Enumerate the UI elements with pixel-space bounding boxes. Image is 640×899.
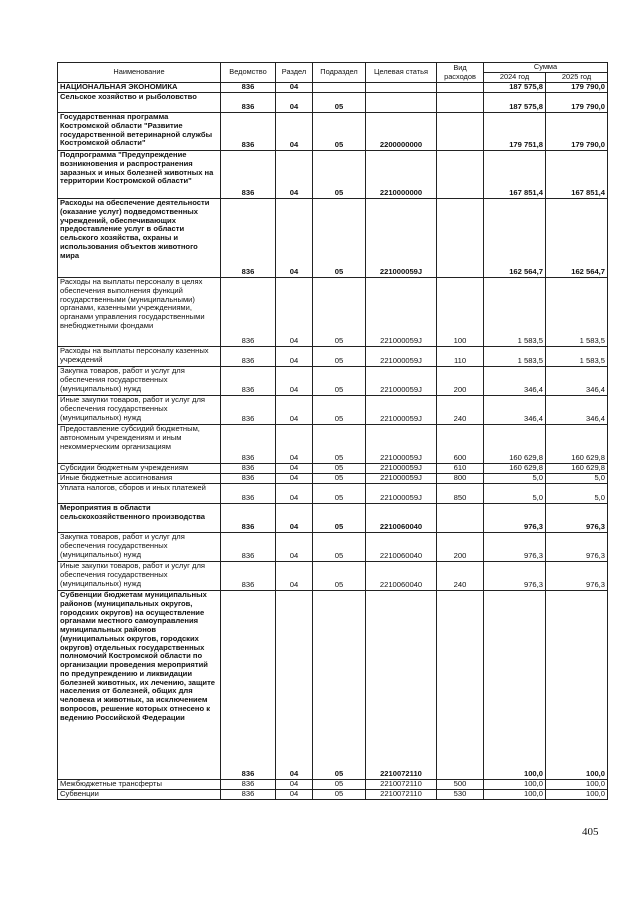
cell-target: 2210060040 — [366, 533, 437, 562]
cell-target: 221000059J — [366, 425, 437, 464]
page-number: 405 — [582, 826, 599, 838]
cell-sum-2024: 100,0 — [484, 790, 546, 800]
cell-target: 221000059J — [366, 396, 437, 425]
cell-target: 2210060040 — [366, 562, 437, 591]
table-header — [58, 63, 608, 83]
cell-sum-2025: 346,4 — [546, 396, 608, 425]
table-row — [58, 83, 608, 93]
cell-dept: 836 — [221, 151, 276, 199]
cell-section: 04 — [276, 780, 313, 790]
cell-target: 221000059J — [366, 199, 437, 278]
cell-name: Закупка товаров, работ и услуг для обеспечения государственных (муниципальных) нужд — [58, 367, 221, 396]
cell-name: Субсидии бюджетным учреждениям — [58, 464, 221, 474]
cell-sum-2025: 179 790,0 — [546, 113, 608, 151]
cell-sum-2024: 5,0 — [484, 474, 546, 484]
cell-target — [366, 83, 437, 93]
cell-name: Сельское хозяйство и рыболовство — [58, 93, 221, 113]
cell-sum-2024: 160 629,8 — [484, 425, 546, 464]
cell-section: 04 — [276, 474, 313, 484]
cell-dept: 836 — [221, 425, 276, 464]
cell-subsection: 05 — [313, 396, 366, 425]
table-body — [58, 83, 608, 800]
cell-target: 221000059J — [366, 347, 437, 367]
cell-name: Субвенции — [58, 790, 221, 800]
header-exp-type: Вид расходов — [437, 63, 484, 83]
cell-target: 2210000000 — [366, 151, 437, 199]
table-row — [58, 151, 608, 199]
cell-section: 04 — [276, 464, 313, 474]
cell-section: 04 — [276, 199, 313, 278]
cell-section: 04 — [276, 562, 313, 591]
cell-name: Иные закупки товаров, работ и услуг для обеспечения государственных (муниципальных) нужд — [58, 396, 221, 425]
cell-target: 2210072110 — [366, 591, 437, 780]
cell-section: 04 — [276, 347, 313, 367]
cell-dept: 836 — [221, 83, 276, 93]
cell-name: Межбюджетные трансферты — [58, 780, 221, 790]
cell-sum-2024: 187 575,8 — [484, 83, 546, 93]
cell-subsection — [313, 83, 366, 93]
cell-subsection: 05 — [313, 278, 366, 347]
table-row — [58, 425, 608, 464]
cell-sum-2025: 976,3 — [546, 562, 608, 591]
cell-subsection: 05 — [313, 151, 366, 199]
cell-exp-type: 240 — [437, 396, 484, 425]
cell-section: 04 — [276, 367, 313, 396]
header-target: Целевая статья — [366, 63, 437, 83]
cell-exp-type — [437, 113, 484, 151]
cell-dept: 836 — [221, 562, 276, 591]
cell-name: Иные закупки товаров, работ и услуг для обеспечения государственных (муниципальных) нужд — [58, 562, 221, 591]
table-row — [58, 396, 608, 425]
cell-sum-2024: 1 583,5 — [484, 278, 546, 347]
cell-sum-2025: 5,0 — [546, 474, 608, 484]
cell-sum-2025: 160 629,8 — [546, 425, 608, 464]
cell-subsection: 05 — [313, 533, 366, 562]
cell-name: Расходы на выплаты персоналу казенных учреждений — [58, 347, 221, 367]
cell-dept: 836 — [221, 504, 276, 533]
cell-name: Государственная программа Костромской области "Развитие государственной ветеринарной службы Костромской области" — [58, 113, 221, 151]
cell-sum-2024: 346,4 — [484, 396, 546, 425]
cell-subsection: 05 — [313, 474, 366, 484]
cell-dept: 836 — [221, 464, 276, 474]
cell-section: 04 — [276, 278, 313, 347]
cell-sum-2025: 100,0 — [546, 790, 608, 800]
cell-subsection: 05 — [313, 367, 366, 396]
cell-section: 04 — [276, 425, 313, 464]
cell-dept: 836 — [221, 396, 276, 425]
cell-sum-2025: 162 564,7 — [546, 199, 608, 278]
cell-subsection: 05 — [313, 113, 366, 151]
table-row — [58, 533, 608, 562]
cell-name: Расходы на выплаты персоналу в целях обеспечения выполнения функций государственными (муниципальными) органами, казенными учреждениями, органами управления государственными внебюджетными фондами — [58, 278, 221, 347]
cell-name: Субвенции бюджетам муниципальных районов (муниципальных округов, городских округов) на осуществление органами местного самоуправления муниципальных районов (муниципальных округов, городских округов) отдельных государственных полномочий Костромской области по организации проведения мероприятий по предупреждению и ликвидации болезней животных, их лечению, защите населения от болезней, общих для человека и животных, за исключением вопросов, решение которых отнесено к ведению Российской Федерации — [58, 591, 221, 780]
cell-exp-type: 500 — [437, 780, 484, 790]
table-row — [58, 199, 608, 278]
cell-name: НАЦИОНАЛЬНАЯ ЭКОНОМИКА — [58, 83, 221, 93]
cell-target: 2200000000 — [366, 113, 437, 151]
table-row — [58, 474, 608, 484]
table-row — [58, 367, 608, 396]
cell-subsection: 05 — [313, 464, 366, 474]
cell-dept: 836 — [221, 474, 276, 484]
cell-sum-2025: 1 583,5 — [546, 278, 608, 347]
cell-exp-type: 530 — [437, 790, 484, 800]
cell-name: Подпрограмма "Предупреждение возникновения и распространения заразных и иных болезней животных на территории Костромской области" — [58, 151, 221, 199]
cell-sum-2024: 179 751,8 — [484, 113, 546, 151]
cell-dept: 836 — [221, 367, 276, 396]
header-dept: Ведомство — [221, 63, 276, 83]
cell-sum-2025: 976,3 — [546, 504, 608, 533]
cell-sum-2024: 976,3 — [484, 562, 546, 591]
cell-section: 04 — [276, 83, 313, 93]
cell-section: 04 — [276, 533, 313, 562]
table-row — [58, 93, 608, 113]
cell-exp-type: 850 — [437, 484, 484, 504]
cell-section: 04 — [276, 484, 313, 504]
cell-exp-type: 600 — [437, 425, 484, 464]
table-row — [58, 484, 608, 504]
header-subsection: Подраздел — [313, 63, 366, 83]
cell-sum-2024: 976,3 — [484, 533, 546, 562]
cell-exp-type: 240 — [437, 562, 484, 591]
cell-section: 04 — [276, 591, 313, 780]
table-row — [58, 504, 608, 533]
cell-sum-2025: 1 583,5 — [546, 347, 608, 367]
header-year-2025: 2025 год — [546, 73, 608, 83]
cell-name: Иные бюджетные ассигнования — [58, 474, 221, 484]
cell-exp-type — [437, 591, 484, 780]
cell-sum-2024: 346,4 — [484, 367, 546, 396]
cell-sum-2025: 160 629,8 — [546, 464, 608, 474]
cell-exp-type: 100 — [437, 278, 484, 347]
cell-name: Расходы на обеспечение деятельности (оказание услуг) подведомственных учреждений, обеспечивающих предоставление услуг в области сельского хозяйства, охраны и использования объектов животного мира — [58, 199, 221, 278]
cell-sum-2025: 167 851,4 — [546, 151, 608, 199]
cell-sum-2025: 5,0 — [546, 484, 608, 504]
cell-target: 221000059J — [366, 484, 437, 504]
cell-name: Закупка товаров, работ и услуг для обеспечения государственных (муниципальных) нужд — [58, 533, 221, 562]
table-row — [58, 113, 608, 151]
cell-exp-type — [437, 504, 484, 533]
table-row — [58, 591, 608, 780]
table-row — [58, 278, 608, 347]
cell-subsection: 05 — [313, 484, 366, 504]
header-sum: Сумма — [484, 63, 608, 73]
header-name: Наименование — [58, 63, 221, 83]
cell-exp-type: 800 — [437, 474, 484, 484]
cell-subsection: 05 — [313, 199, 366, 278]
cell-sum-2024: 100,0 — [484, 780, 546, 790]
cell-target: 2210060040 — [366, 504, 437, 533]
cell-dept: 836 — [221, 93, 276, 113]
cell-exp-type — [437, 199, 484, 278]
cell-subsection: 05 — [313, 591, 366, 780]
cell-dept: 836 — [221, 591, 276, 780]
cell-exp-type: 200 — [437, 367, 484, 396]
cell-target: 221000059J — [366, 464, 437, 474]
cell-sum-2024: 1 583,5 — [484, 347, 546, 367]
cell-sum-2024: 167 851,4 — [484, 151, 546, 199]
cell-dept: 836 — [221, 780, 276, 790]
cell-name: Мероприятия в области сельскохозяйственного производства — [58, 504, 221, 533]
header-section: Раздел — [276, 63, 313, 83]
table-row — [58, 347, 608, 367]
cell-dept: 836 — [221, 199, 276, 278]
cell-section: 04 — [276, 504, 313, 533]
table-row — [58, 464, 608, 474]
table-row — [58, 562, 608, 591]
table-row — [58, 790, 608, 800]
cell-subsection: 05 — [313, 347, 366, 367]
cell-subsection: 05 — [313, 504, 366, 533]
cell-exp-type: 110 — [437, 347, 484, 367]
cell-exp-type: 200 — [437, 533, 484, 562]
cell-sum-2025: 100,0 — [546, 780, 608, 790]
cell-sum-2024: 162 564,7 — [484, 199, 546, 278]
cell-target: 221000059J — [366, 474, 437, 484]
cell-exp-type — [437, 151, 484, 199]
cell-sum-2025: 100,0 — [546, 591, 608, 780]
cell-exp-type — [437, 93, 484, 113]
cell-target: 221000059J — [366, 367, 437, 396]
cell-sum-2024: 187 575,8 — [484, 93, 546, 113]
cell-dept: 836 — [221, 347, 276, 367]
cell-name: Предоставление субсидий бюджетным, автономным учреждениям и иным некоммерческим организациям — [58, 425, 221, 464]
cell-subsection: 05 — [313, 93, 366, 113]
table-row — [58, 780, 608, 790]
budget-table — [57, 62, 608, 800]
cell-target: 2210072110 — [366, 790, 437, 800]
cell-dept: 836 — [221, 113, 276, 151]
cell-sum-2025: 179 790,0 — [546, 93, 608, 113]
cell-sum-2024: 100,0 — [484, 591, 546, 780]
cell-section: 04 — [276, 93, 313, 113]
cell-sum-2025: 346,4 — [546, 367, 608, 396]
cell-exp-type: 610 — [437, 464, 484, 474]
cell-target: 2210072110 — [366, 780, 437, 790]
cell-dept: 836 — [221, 790, 276, 800]
cell-section: 04 — [276, 396, 313, 425]
cell-section: 04 — [276, 113, 313, 151]
cell-name: Уплата налогов, сборов и иных платежей — [58, 484, 221, 504]
cell-sum-2024: 5,0 — [484, 484, 546, 504]
cell-section: 04 — [276, 151, 313, 199]
cell-subsection: 05 — [313, 562, 366, 591]
cell-target — [366, 93, 437, 113]
cell-target: 221000059J — [366, 278, 437, 347]
cell-section: 04 — [276, 790, 313, 800]
cell-sum-2025: 976,3 — [546, 533, 608, 562]
cell-dept: 836 — [221, 533, 276, 562]
cell-subsection: 05 — [313, 425, 366, 464]
cell-subsection: 05 — [313, 780, 366, 790]
cell-sum-2024: 976,3 — [484, 504, 546, 533]
cell-dept: 836 — [221, 278, 276, 347]
cell-dept: 836 — [221, 484, 276, 504]
cell-exp-type — [437, 83, 484, 93]
cell-subsection: 05 — [313, 790, 366, 800]
header-year-2024: 2024 год — [484, 73, 546, 83]
cell-sum-2024: 160 629,8 — [484, 464, 546, 474]
cell-sum-2025: 179 790,0 — [546, 83, 608, 93]
